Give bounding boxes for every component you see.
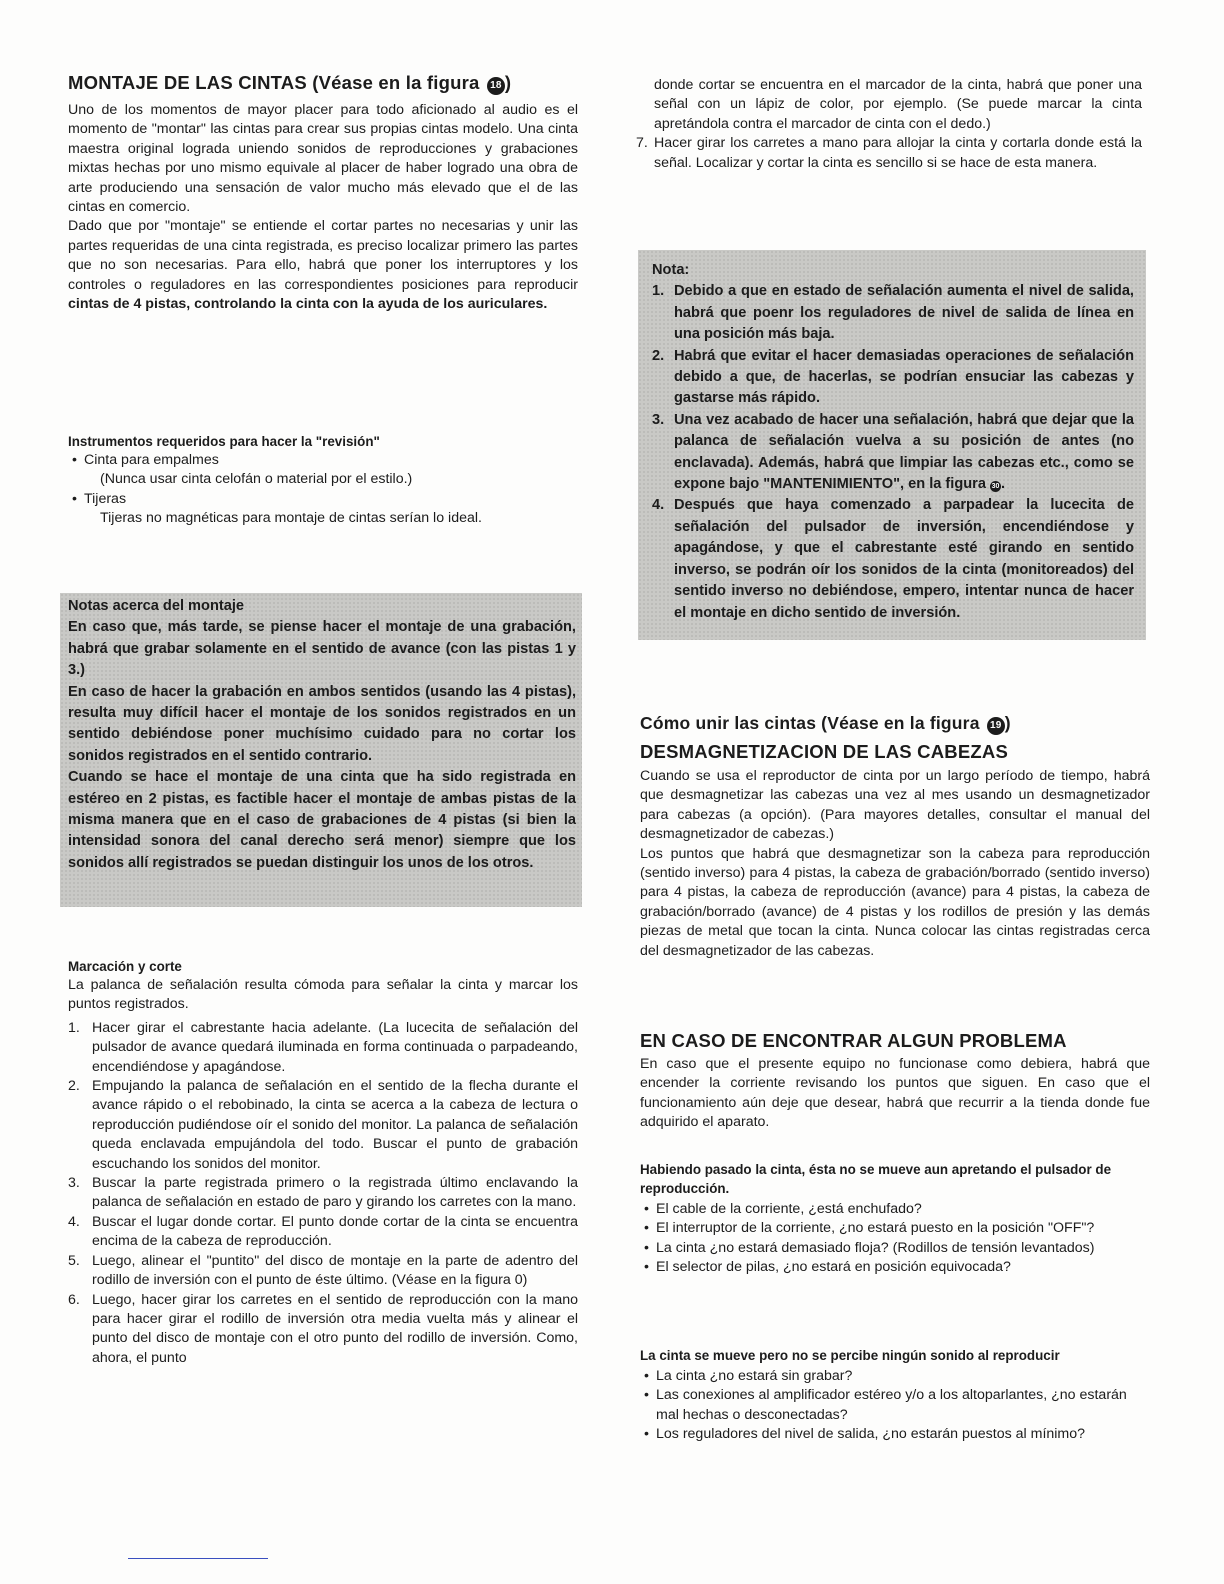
montaje-title: MONTAJE DE LAS CINTAS (Véase en la figura 18 ) [68,72,512,93]
continuation-paragraph: donde cortar se encuentra en el marcador de la cinta, habrá que poner una señal con un lápiz de color, por ejemplo. (Se puede marcar la cinta apretándola contra el marcador de cinta con el dedo.) [654,77,1142,132]
list-item: • El selector de pilas, ¿no estará en posición equivocada? [640,1258,1150,1277]
nota-title: Nota: [652,262,690,278]
notas-montaje-paragraph-2: En caso de hacer la grabación en ambos sentidos (usando las 4 pistas), resulta muy difícil hacer el montaje de los sonidos registrados en un sentido debiéndose poner muchísimo cuidado para no cortar los sonidos registrados en el sentido contrario. [68,683,576,764]
montaje-paragraph-2: Dado que por "montaje" se entiende el cortar partes no necesarias y unir las partes requeridas de una cinta registrada, es preciso localizar primero las partes que no son necesarias. Para ello, habrá que poner los interruptores y los controles o reguladores en las correspondientes posiciones para reproducir cintas de 4 pistas, controlando la cinta con la ayuda de los auriculares. [68,218,578,313]
desmagnetizacion-paragraph-2: Los puntos que habrá que desmagnetizar son la cabeza para reproducción (sentido inverso) para 4 pistas, la cabeza de grabación/borrado (sentido inverso) para 4 pistas, la cabeza de reproducción (avance) para 4 pistas, la cabeza de grabación/borrado (avance) de 4 pistas y los rodillos de presión y las demás piezas de metal que tocan la cinta. Nunca colocar las cintas registradas cerca del desmagnetizador de las cabezas. [640,845,1150,959]
notas-montaje-paragraph-1: En caso que, más tarde, se piense hacer el montaje de una grabación, habrá que grabar solamente en el sentido de avance (con las pistas 1 y 3.) [68,619,576,679]
problema-title: EN CASO DE ENCONTRAR ALGUN PROBLEMA [640,1030,1067,1051]
unir-title: Cómo unir las cintas (Véase en la figura 19 ) [640,713,1011,733]
list-item: 7. Hacer girar los carretes a mano para allojar la cinta y cortarla donde está la señal. Localizar y cortar la cinta es sencillo si se hace de esta manera. [636,135,1142,171]
marcacion-section [68,957,578,1368]
problema-paragraph: En caso que el presente equipo no funcionase como debiera, habrá que encender la corriente revisando los puntos que siguen. En caso que el funcionamiento aún deje que desear, habrá que recurrir a la tienda donde fue adquirido el aparato. [640,1056,1150,1131]
instrumentos-list [68,451,578,529]
figure-marker-icon: 18 [487,77,505,95]
list-item: • El interruptor de la corriente, ¿no estará puesto en la posición "OFF"? [640,1219,1150,1238]
list-item: 2. Habrá que evitar el hacer demasiadas operaciones de señalación debido a que, de hacerlas, se podrían ensuciar las cabezas y gastarse más rápido. [652,347,1134,407]
list-item: • El cable de la corriente, ¿está enchufado? [640,1200,1150,1219]
list-item: • Las conexiones al amplificador estéreo y/o a los altoparlantes, ¿no estarán mal hechas o desconectadas? [640,1386,1150,1425]
caso-2-list [640,1367,1150,1445]
caso-2-title: La cinta se mueve pero no se percibe ningún sonido al reproducir [640,1348,1060,1363]
desmagnetizacion-title: DESMAGNETIZACION DE LAS CABEZAS [640,741,1008,762]
list-item: 2. Empujando la palanca de señalación en el sentido de la flecha durante el avance rápido o el rebobinado, la cinta se acerca a la cabeza de lectura o reproducción pudiéndose oír el sonido del monitor. La palanca de señalación queda enclavada empujándola del todo. Buscar el punto de grabación escuchando los sonidos del monitor. [68,1078,578,1172]
caso-1-section [640,1160,1150,1278]
footer-divider [128,1558,268,1559]
marcacion-steps [68,1019,578,1368]
list-item: • Tijeras Tijeras no magnéticas para montaje de cintas serían lo ideal. [68,490,578,529]
instrumentos-section [68,432,578,529]
desmagnetizacion-paragraph-1: Cuando se usa el reproductor de cinta por un largo período de tiempo, habrá que desmagnetizar las cabezas una vez al mes usando un desmagnetizador para cabezas (a opción). (Para mayores detalles, consultar el manual del desmagnetizador de cabezas.) [640,768,1150,843]
list-item: 4. Después que haya comenzado a parpadear la lucecita de señalación del pulsador de inversión, encendiéndose y apagándose, y que el cabrestante esté girando en sentido inverso, se podrán oír los sonidos de la cinta (monitoreados) del sentido inverso no debiéndose, empero, intentar nunca de hacer el montaje en dicho sentido de inversión. [652,497,1134,621]
list-item: 1. Debido a que en estado de señalación aumenta el nivel de salida, habrá que poenr los reguladores de nivel de salida de línea en una posición más baja. [652,283,1134,343]
list-item: • La cinta ¿no estará sin grabar? [640,1367,1150,1386]
list-item: 3. Una vez acabado de hacer una señalación, habrá que dejar que la palanca de señalación vuelva a su posición de antes (no enclavada). Además, habrá que limpiar las cabezas etc., como se expone bajo "MANTENIMIENTO", en la figura 30 . [652,411,1134,493]
nota-list [652,281,1134,624]
list-item: 5. Luego, alinear el "puntito" del disco de montaje en la parte de adentro del rodillo de inversión con el punto de éste último. (Véase en la figura 0) [68,1252,578,1289]
list-item: 3. Buscar la parte registrada primero o la registrada último enclavando la palanca de señalación en estado de paro y girando los carretes con la mano. [68,1175,578,1211]
problema-section [640,1030,1150,1133]
list-item: 4. Buscar el lugar donde cortar. El punto donde cortar de la cinta se encuentra encima de la cabeza de reproducción. [68,1213,578,1250]
instrumentos-title: Instrumentos requeridos para hacer la "revisión" [68,434,380,449]
caso-1-title: Habiendo pasado la cinta, ésta no se mueve aun apretando el pulsador de reproducción. [640,1162,1112,1196]
notas-montaje-box [60,593,582,907]
list-item: • La cinta ¿no estará demasiado floja? (Rodillos de tensión levantados) [640,1239,1150,1258]
list-item: 6. Luego, hacer girar los carretes en el sentido de reproducción con la mano para hacer girar el rodillo de inversión otra media vuelta más y alinear el punto del disco de montaje con el otro punto del rodillo de inversión. Como, ahora, el punto [68,1291,578,1366]
list-item: • Los reguladores del nivel de salida, ¿no estarán puestos al mínimo? [640,1425,1150,1444]
list-item: 1. Hacer girar el cabrestante hacia adelante. (La lucecita de señalación del pulsador de avance quedará iluminada en forma continuada o parpadeando, encendiéndose y apagándose. [68,1019,578,1075]
notas-montaje-paragraph-3: Cuando se hace el montaje de una cinta que ha sido registrada en estéreo en 2 pistas, es factible hacer el montaje de ambas pistas de la misma manera que en el caso de grabaciones de 4 pistas (si bien la intensidad sonora del canal derecho será menor) siempre que los sonidos allí registrados se puedan distinguir los unos de los otros. [68,769,576,871]
caso-1-list [640,1200,1150,1278]
list-item: • Cinta para empalmes (Nunca usar cinta celofán o material por el estilo.) [68,451,578,490]
unir-section [640,712,1150,961]
figure-marker-icon: 30 [991,483,1000,491]
caso-2-section [640,1346,1150,1445]
montaje-section [68,72,578,314]
marcacion-title: Marcación y corte [68,959,182,974]
montaje-paragraph-1: Uno de los momentos de mayor placer para todo aficionado al audio es el momento de "montar" las cintas para crear sus propias cintas modelo. Una cinta maestra original lograda uniendo sonidos de reproducciones y grabaciones mixtas hechas por uno mismo equivale al placer de haber logrado una obra de arte produciendo una sensación de valor mucho más elevado que el de las cintas en comercio. [68,102,578,216]
notas-montaje-title: Notas acerca del montaje [68,598,245,614]
corte-continuation [630,76,1142,173]
step-7-list [630,134,1142,173]
nota-box [638,250,1146,640]
marcacion-intro: La palanca de señalación resulta cómoda para señalar la cinta y marcar los puntos registrados. [68,977,578,1013]
figure-marker-icon: 19 [987,717,1005,735]
